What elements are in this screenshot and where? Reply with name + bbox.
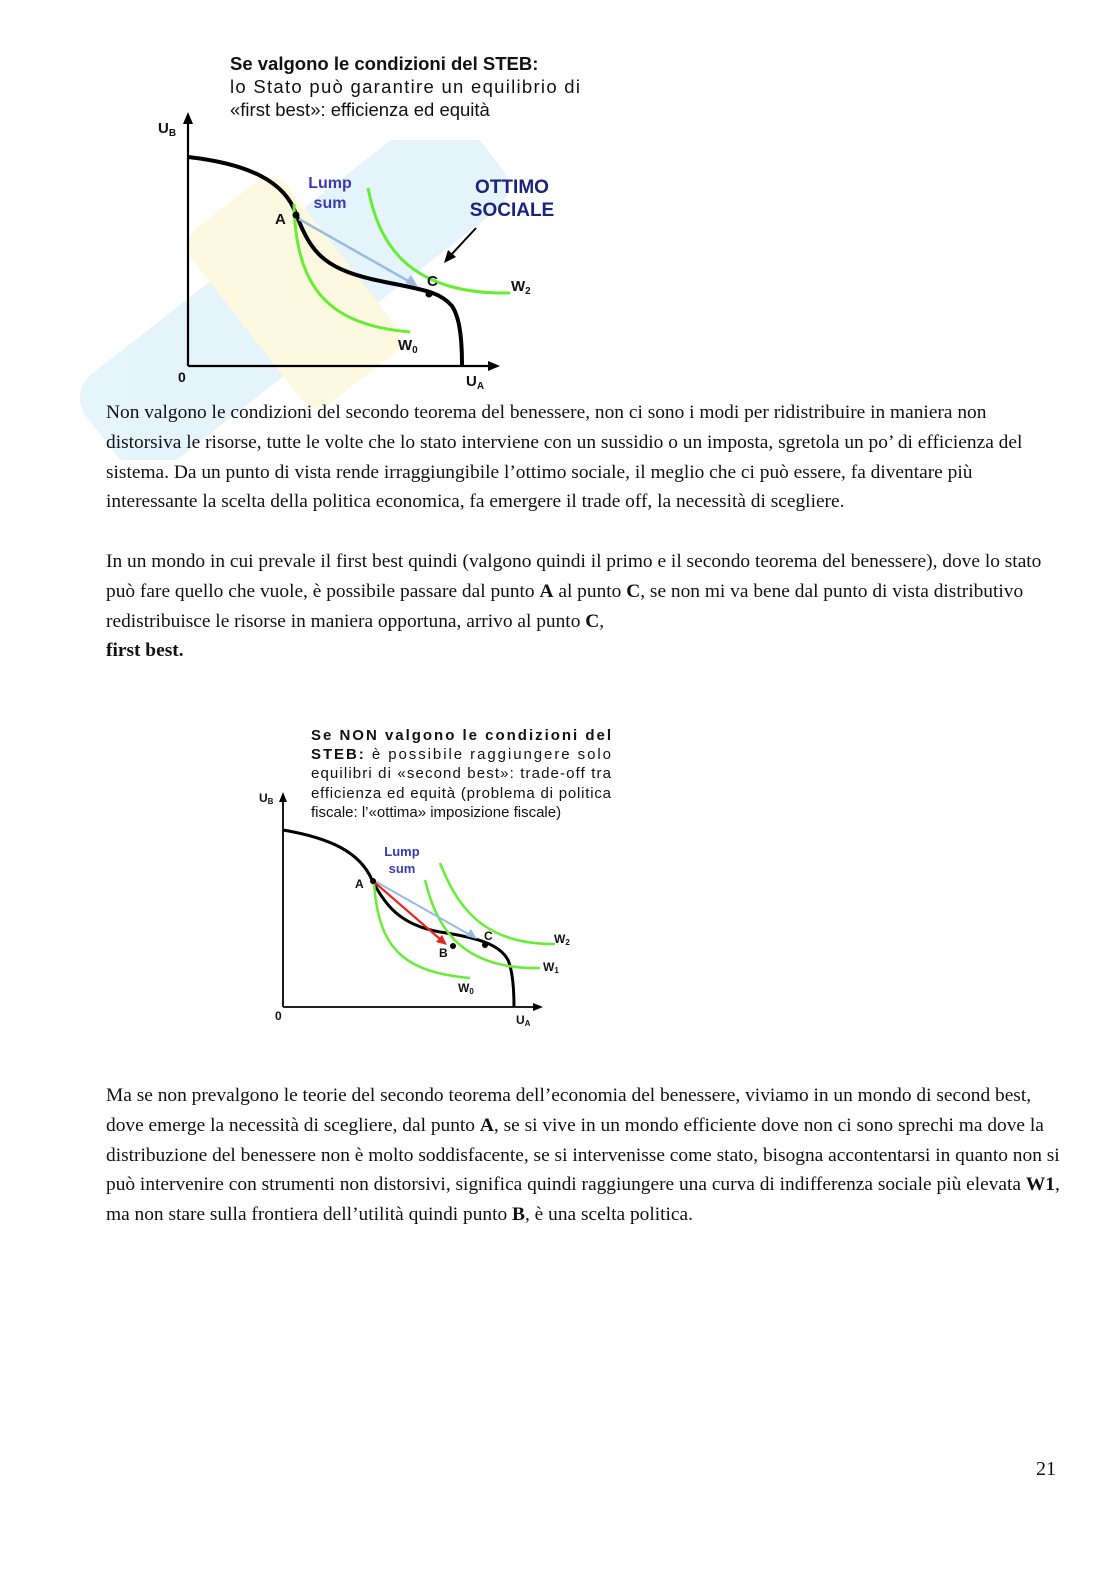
point-a-label: A [355,877,364,891]
caption-line: «first best»: efficienza ed equità [230,99,490,120]
lump-sum-label: sum [313,195,347,212]
lump-sum-label: Lump [308,175,352,192]
w2-label: W2 [554,932,570,947]
point-a-marker [293,212,300,219]
chart-second-best [250,722,620,1034]
x-axis-arrow-icon [488,361,500,371]
page-number: 21 [1036,1458,1056,1480]
caption-line: fiscale: l’«ottima» imposizione fiscale) [311,804,562,821]
caption-line: efficienza ed equità (problema di politica [311,785,611,802]
origin-label: 0 [178,369,186,385]
w0-label: $W_0$ [398,337,418,356]
caption-title: Se NON valgono le condizioni del [311,727,611,744]
point-b-label: B [439,946,448,960]
y-axis-label: UB [259,791,274,806]
caption-line: lo Stato può garantire un equilibrio di [230,76,580,97]
indifference-curve-w0 [294,204,410,332]
y-axis-label: $U_B$ [158,120,177,139]
x-axis-label: UA [516,1013,531,1028]
origin-label: 0 [275,1009,282,1023]
ottimo-sociale-label: SOCIALE [469,200,555,221]
paragraph-first-best: In un mondo in cui prevale il first best quindi (valgono quindi il primo e il secondo teorema del benessere), dove lo stato può fare quello che vuole, è possibile passare dal punto A al punto C, se non mi va bene dal punto di vista distributivo redistribuisce le risorse in maniera opportuna, arrivo al punto C, first best. [106,551,1042,662]
point-c-label: C [484,929,493,943]
caption-line: equilibri di «second best»: trade-off tra [311,765,611,782]
point-c-marker [426,291,433,298]
w1-label: W1 [543,960,559,975]
indifference-curve-w2 [440,863,555,944]
point-a-label: A [275,211,286,228]
caption-title: Se valgono le condizioni del STEB: [230,53,539,74]
paragraph-second-theorem: Non valgono le condizioni del secondo teorema del benessere, non ci sono i modi per ridistribuire in maniera non distorsiva le risorse, tutte le volte che lo stato interviene con un sussidio o un imposta, sgretola un po’ di efficienza del sistema. Da un punto di vista rende irraggiungibile l’ottimo sociale, il meglio che ci può essere, fa diventare più interessante la scelta della politica economica, fa emergere il trade off, la necessità di scegliere. [106,402,1023,513]
chart-first-best [150,48,590,398]
caption-line: STEB: è possibile raggiungere solo [311,746,611,763]
y-axis-arrow-icon [279,792,287,802]
w0-label: W0 [458,981,474,996]
point-c-label: C [427,273,438,290]
lump-sum-label: sum [388,861,416,876]
figure-first-best [150,48,590,398]
ottimo-pointer [451,228,476,255]
lump-sum-label: Lump [384,844,420,859]
y-axis-arrow-icon [183,112,193,124]
ottimo-sociale-label: OTTIMO [475,177,549,198]
point-b-marker [450,943,456,949]
figure-second-best [250,722,620,1034]
x-axis-arrow-icon [533,1003,543,1011]
point-a-marker [370,878,376,884]
paragraph-second-best: Ma se non prevalgono le teorie del secondo teorema dell’economia del benessere, viviamo in un mondo di second best, dove emerge la necessità di scegliere, dal punto A, se si vive in un mondo efficiente dove non ci sono sprechi ma dove la distribuzione del benessere non è molto soddisfacente, se si intervenisse come stato, bisogna accontentarsi in quanto non si può intervenire con strumenti non distorsivi, significa quindi raggiungere una curva di indifferenza sociale più elevata W1, ma non stare sulla frontiera dell’utilità quindi punto B, è una scelta politica. [106,1085,1060,1226]
x-axis-label: $U_A$ [466,373,485,392]
w2-label: $W_2$ [511,278,531,297]
